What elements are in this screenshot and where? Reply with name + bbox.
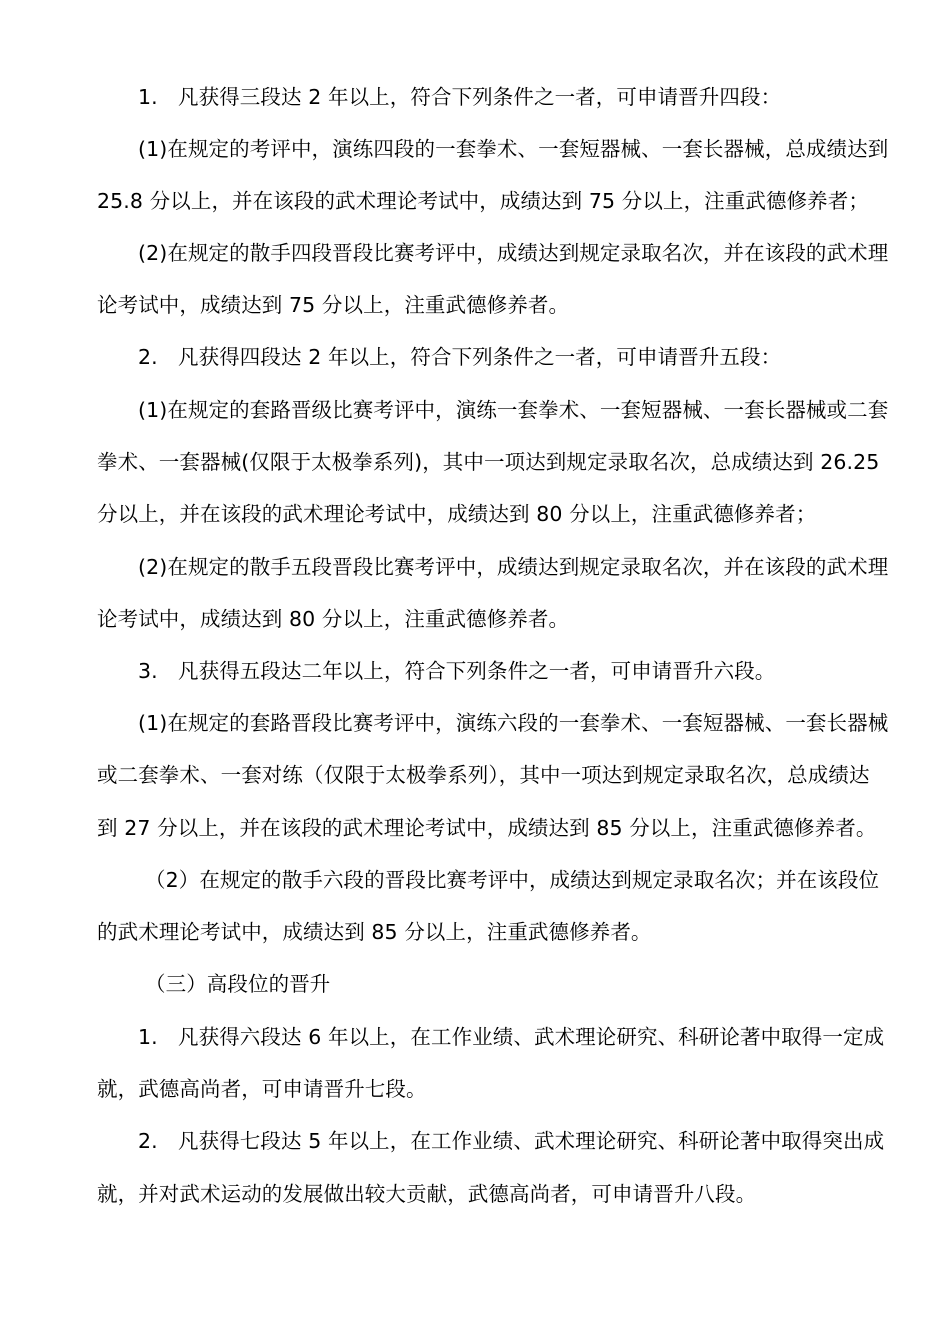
item-number: 1. (138, 85, 158, 109)
item-number: 2. (138, 1129, 158, 1153)
condition-line: 就，武德高尚者，可申请晋升七段。 (97, 1077, 427, 1101)
condition-line: 25.8 分以上，并在该段的武术理论考试中，成绩达到 75 分以上，注重武德修养者； (97, 189, 869, 213)
list-item-2-promote-5th-dan (138, 345, 781, 369)
item-number: 1. (138, 1025, 158, 1049)
condition-line: (2)在规定的散手四段晋段比赛考评中，成绩达到规定录取名次，并在该段的武术理 (138, 241, 889, 265)
section-heading: （三）高段位的晋升 (145, 972, 331, 996)
item-text: 凡获得三段达 2 年以上，符合下列条件之一者，可申请晋升四段： (178, 85, 782, 109)
condition-line: (2)在规定的散手五段晋段比赛考评中，成绩达到规定录取名次，并在该段的武术理 (138, 555, 889, 579)
condition-line: 就，并对武术运动的发展做出较大贡献，武德高尚者，可申请晋升八段。 (97, 1182, 757, 1206)
item-text: 凡获得四段达 2 年以上，符合下列条件之一者，可申请晋升五段： (178, 345, 782, 369)
list-item-1-promote-4th-dan (138, 85, 781, 109)
item-text: 凡获得七段达 5 年以上，在工作业绩、武术理论研究、科研论著中取得突出成 (178, 1129, 885, 1153)
condition-line: (1)在规定的考评中，演练四段的一套拳术、一套短器械、一套长器械，总成绩达到 (138, 137, 889, 161)
item-number: 3. (138, 659, 158, 683)
list-item-3-promote-6th-dan (138, 659, 775, 683)
condition-line: 分以上，并在该段的武术理论考试中，成绩达到 80 分以上，注重武德修养者； (97, 502, 817, 526)
condition-line: 论考试中，成绩达到 75 分以上，注重武德修养者。 (97, 293, 570, 317)
condition-line: 论考试中，成绩达到 80 分以上，注重武德修养者。 (97, 607, 570, 631)
list-item-promote-8th-dan (138, 1129, 884, 1153)
condition-line: 的武术理论考试中，成绩达到 85 分以上，注重武德修养者。 (97, 920, 652, 944)
condition-line: 或二套拳术、一套对练（仅限于太极拳系列），其中一项达到规定录取名次，总成绩达 (97, 763, 870, 787)
condition-line: 拳术、一套器械(仅限于太极拳系列)，其中一项达到规定录取名次，总成绩达到 26.25 (97, 450, 880, 474)
item-text: 凡获得五段达二年以上，符合下列条件之一者，可申请晋升六段。 (178, 659, 776, 683)
condition-line: 到 27 分以上，并在该段的武术理论考试中，成绩达到 85 分以上，注重武德修养者。 (97, 816, 877, 840)
condition-line: （2）在规定的散手六段的晋段比赛考评中，成绩达到规定录取名次；并在该段位 (145, 868, 880, 892)
list-item-promote-7th-dan (138, 1025, 884, 1049)
item-number: 2. (138, 345, 158, 369)
condition-line: (1)在规定的套路晋级比赛考评中，演练一套拳术、一套短器械、一套长器械或二套 (138, 398, 889, 422)
item-text: 凡获得六段达 6 年以上，在工作业绩、武术理论研究、科研论著中取得一定成 (178, 1025, 885, 1049)
condition-line: (1)在规定的套路晋段比赛考评中，演练六段的一套拳术、一套短器械、一套长器械 (138, 711, 889, 735)
